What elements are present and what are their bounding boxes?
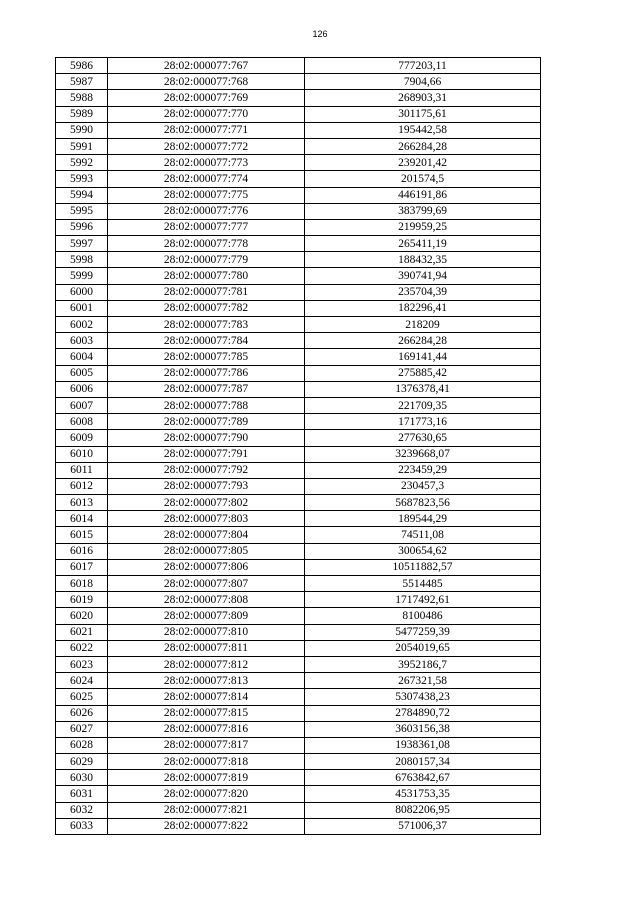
cadastral-number-cell: 28:02:000077:786 <box>108 365 305 381</box>
cadastral-value-cell: 7904,66 <box>305 74 541 90</box>
table-row <box>56 397 541 413</box>
row-number-cell: 6003 <box>56 333 108 349</box>
row-number-cell: 6012 <box>56 478 108 494</box>
table-row <box>56 576 541 592</box>
row-number-cell: 5988 <box>56 90 108 106</box>
table-row <box>56 90 541 106</box>
cadastral-value-cell: 1938361,08 <box>305 737 541 753</box>
table-row <box>56 122 541 138</box>
row-number-cell: 6013 <box>56 495 108 511</box>
row-number-cell: 6029 <box>56 754 108 770</box>
row-number-cell: 5998 <box>56 252 108 268</box>
table-row <box>56 608 541 624</box>
cadastral-value-cell: 223459,29 <box>305 462 541 478</box>
table-row <box>56 818 541 834</box>
cadastral-number-cell: 28:02:000077:767 <box>108 58 305 74</box>
table-row <box>56 74 541 90</box>
cadastral-value-cell: 189544,29 <box>305 511 541 527</box>
row-number-cell: 6020 <box>56 608 108 624</box>
row-number-cell: 5986 <box>56 58 108 74</box>
cadastral-value-cell: 446191,86 <box>305 187 541 203</box>
cadastral-value-cell: 300654,62 <box>305 543 541 559</box>
cadastral-number-cell: 28:02:000077:774 <box>108 171 305 187</box>
cadastral-value-cell: 2080157,34 <box>305 754 541 770</box>
page-number: 126 <box>312 29 328 39</box>
cadastral-number-cell: 28:02:000077:813 <box>108 673 305 689</box>
row-number-cell: 6024 <box>56 673 108 689</box>
cadastral-value-cell: 5307438,23 <box>305 689 541 705</box>
cadastral-value-cell: 171773,16 <box>305 414 541 430</box>
table-row <box>56 284 541 300</box>
table-row <box>56 138 541 154</box>
row-number-cell: 6028 <box>56 737 108 753</box>
cadastral-number-cell: 28:02:000077:793 <box>108 478 305 494</box>
table-row <box>56 705 541 721</box>
cadastral-number-cell: 28:02:000077:819 <box>108 770 305 786</box>
cadastral-value-cell: 777203,11 <box>305 58 541 74</box>
cadastral-value-cell: 3603156,38 <box>305 721 541 737</box>
cadastral-number-cell: 28:02:000077:785 <box>108 349 305 365</box>
cadastral-number-cell: 28:02:000077:784 <box>108 333 305 349</box>
row-number-cell: 6017 <box>56 559 108 575</box>
table-row <box>56 656 541 672</box>
table-row <box>56 592 541 608</box>
cadastral-number-cell: 28:02:000077:780 <box>108 268 305 284</box>
cadastral-value-cell: 277630,65 <box>305 430 541 446</box>
table-row <box>56 495 541 511</box>
row-number-cell: 6019 <box>56 592 108 608</box>
table-row <box>56 381 541 397</box>
table-row <box>56 624 541 640</box>
table-row <box>56 106 541 122</box>
cadastral-value-cell: 218209 <box>305 317 541 333</box>
table-row <box>56 219 541 235</box>
cadastral-value-cell: 188432,35 <box>305 252 541 268</box>
row-number-cell: 6010 <box>56 446 108 462</box>
cadastral-value-table <box>55 57 541 835</box>
cadastral-value-cell: 3239668,07 <box>305 446 541 462</box>
row-number-cell: 6026 <box>56 705 108 721</box>
table-row <box>56 155 541 171</box>
cadastral-value-cell: 8100486 <box>305 608 541 624</box>
cadastral-number-cell: 28:02:000077:821 <box>108 802 305 818</box>
cadastral-value-cell: 5477259,39 <box>305 624 541 640</box>
table-row <box>56 527 541 543</box>
table-row <box>56 478 541 494</box>
table-row <box>56 786 541 802</box>
table-row <box>56 737 541 753</box>
cadastral-value-cell: 221709,35 <box>305 397 541 413</box>
cadastral-value-cell: 74511,08 <box>305 527 541 543</box>
table-row <box>56 300 541 316</box>
cadastral-value-cell: 230457,3 <box>305 478 541 494</box>
cadastral-number-cell: 28:02:000077:820 <box>108 786 305 802</box>
row-number-cell: 6000 <box>56 284 108 300</box>
row-number-cell: 5987 <box>56 74 108 90</box>
cadastral-value-cell: 390741,94 <box>305 268 541 284</box>
table-row <box>56 236 541 252</box>
cadastral-number-cell: 28:02:000077:773 <box>108 155 305 171</box>
cadastral-value-cell: 4531753,35 <box>305 786 541 802</box>
table-row <box>56 203 541 219</box>
table-row <box>56 640 541 656</box>
row-number-cell: 6014 <box>56 511 108 527</box>
table-row <box>56 673 541 689</box>
table-row <box>56 171 541 187</box>
row-number-cell: 6004 <box>56 349 108 365</box>
row-number-cell: 5995 <box>56 203 108 219</box>
cadastral-number-cell: 28:02:000077:778 <box>108 236 305 252</box>
table-row <box>56 511 541 527</box>
cadastral-number-cell: 28:02:000077:802 <box>108 495 305 511</box>
table-row <box>56 333 541 349</box>
table-row <box>56 187 541 203</box>
table-row <box>56 721 541 737</box>
row-number-cell: 5994 <box>56 187 108 203</box>
table-row <box>56 58 541 74</box>
cadastral-number-cell: 28:02:000077:822 <box>108 818 305 834</box>
table-row <box>56 317 541 333</box>
table-row <box>56 559 541 575</box>
table-row <box>56 349 541 365</box>
row-number-cell: 6015 <box>56 527 108 543</box>
cadastral-number-cell: 28:02:000077:790 <box>108 430 305 446</box>
cadastral-number-cell: 28:02:000077:807 <box>108 576 305 592</box>
row-number-cell: 6022 <box>56 640 108 656</box>
cadastral-value-cell: 5687823,56 <box>305 495 541 511</box>
cadastral-value-cell: 2784890,72 <box>305 705 541 721</box>
cadastral-value-cell: 571006,37 <box>305 818 541 834</box>
row-number-cell: 6016 <box>56 543 108 559</box>
cadastral-number-cell: 28:02:000077:808 <box>108 592 305 608</box>
cadastral-number-cell: 28:02:000077:818 <box>108 754 305 770</box>
cadastral-number-cell: 28:02:000077:811 <box>108 640 305 656</box>
table-row <box>56 268 541 284</box>
row-number-cell: 6002 <box>56 317 108 333</box>
cadastral-number-cell: 28:02:000077:805 <box>108 543 305 559</box>
cadastral-value-cell: 8082206,95 <box>305 802 541 818</box>
row-number-cell: 6021 <box>56 624 108 640</box>
table-row <box>56 446 541 462</box>
cadastral-number-cell: 28:02:000077:777 <box>108 219 305 235</box>
row-number-cell: 5993 <box>56 171 108 187</box>
cadastral-number-cell: 28:02:000077:791 <box>108 446 305 462</box>
cadastral-value-cell: 201574,5 <box>305 171 541 187</box>
row-number-cell: 6025 <box>56 689 108 705</box>
cadastral-value-cell: 3952186,7 <box>305 656 541 672</box>
table-row <box>56 365 541 381</box>
cadastral-number-cell: 28:02:000077:804 <box>108 527 305 543</box>
cadastral-number-cell: 28:02:000077:817 <box>108 737 305 753</box>
cadastral-number-cell: 28:02:000077:768 <box>108 74 305 90</box>
row-number-cell: 5997 <box>56 236 108 252</box>
row-number-cell: 6007 <box>56 397 108 413</box>
row-number-cell: 6005 <box>56 365 108 381</box>
cadastral-value-cell: 275885,42 <box>305 365 541 381</box>
cadastral-number-cell: 28:02:000077:771 <box>108 122 305 138</box>
row-number-cell: 6018 <box>56 576 108 592</box>
cadastral-value-cell: 1717492,61 <box>305 592 541 608</box>
row-number-cell: 6031 <box>56 786 108 802</box>
cadastral-number-cell: 28:02:000077:792 <box>108 462 305 478</box>
row-number-cell: 6009 <box>56 430 108 446</box>
row-number-cell: 5999 <box>56 268 108 284</box>
row-number-cell: 6032 <box>56 802 108 818</box>
table-row <box>56 414 541 430</box>
table-row <box>56 802 541 818</box>
table-row <box>56 462 541 478</box>
row-number-cell: 6011 <box>56 462 108 478</box>
cadastral-number-cell: 28:02:000077:781 <box>108 284 305 300</box>
cadastral-value-cell: 10511882,57 <box>305 559 541 575</box>
cadastral-number-cell: 28:02:000077:788 <box>108 397 305 413</box>
cadastral-value-cell: 182296,41 <box>305 300 541 316</box>
cadastral-number-cell: 28:02:000077:769 <box>108 90 305 106</box>
table-row <box>56 252 541 268</box>
cadastral-value-cell: 266284,28 <box>305 333 541 349</box>
cadastral-number-cell: 28:02:000077:815 <box>108 705 305 721</box>
cadastral-number-cell: 28:02:000077:782 <box>108 300 305 316</box>
row-number-cell: 6027 <box>56 721 108 737</box>
cadastral-number-cell: 28:02:000077:789 <box>108 414 305 430</box>
cadastral-value-cell: 6763842,67 <box>305 770 541 786</box>
row-number-cell: 6001 <box>56 300 108 316</box>
cadastral-number-cell: 28:02:000077:776 <box>108 203 305 219</box>
table-row <box>56 543 541 559</box>
cadastral-value-cell: 2054019,65 <box>305 640 541 656</box>
cadastral-value-cell: 267321,58 <box>305 673 541 689</box>
table-row <box>56 770 541 786</box>
cadastral-number-cell: 28:02:000077:810 <box>108 624 305 640</box>
cadastral-number-cell: 28:02:000077:783 <box>108 317 305 333</box>
table-row <box>56 430 541 446</box>
row-number-cell: 5996 <box>56 219 108 235</box>
cadastral-value-cell: 195442,58 <box>305 122 541 138</box>
cadastral-value-cell: 383799,69 <box>305 203 541 219</box>
cadastral-number-cell: 28:02:000077:814 <box>108 689 305 705</box>
cadastral-value-cell: 169141,44 <box>305 349 541 365</box>
cadastral-value-cell: 239201,42 <box>305 155 541 171</box>
row-number-cell: 5990 <box>56 122 108 138</box>
row-number-cell: 6008 <box>56 414 108 430</box>
row-number-cell: 5992 <box>56 155 108 171</box>
cadastral-number-cell: 28:02:000077:775 <box>108 187 305 203</box>
cadastral-number-cell: 28:02:000077:770 <box>108 106 305 122</box>
cadastral-number-cell: 28:02:000077:779 <box>108 252 305 268</box>
row-number-cell: 6030 <box>56 770 108 786</box>
table-row <box>56 689 541 705</box>
cadastral-value-cell: 235704,39 <box>305 284 541 300</box>
cadastral-number-cell: 28:02:000077:816 <box>108 721 305 737</box>
cadastral-value-cell: 268903,31 <box>305 90 541 106</box>
cadastral-number-cell: 28:02:000077:812 <box>108 656 305 672</box>
cadastral-value-cell: 5514485 <box>305 576 541 592</box>
cadastral-number-cell: 28:02:000077:787 <box>108 381 305 397</box>
cadastral-number-cell: 28:02:000077:772 <box>108 138 305 154</box>
cadastral-number-cell: 28:02:000077:809 <box>108 608 305 624</box>
cadastral-value-cell: 265411,19 <box>305 236 541 252</box>
cadastral-value-cell: 301175,61 <box>305 106 541 122</box>
cadastral-value-cell: 219959,25 <box>305 219 541 235</box>
row-number-cell: 5991 <box>56 138 108 154</box>
cadastral-value-cell: 266284,28 <box>305 138 541 154</box>
cadastral-value-cell: 1376378,41 <box>305 381 541 397</box>
row-number-cell: 6023 <box>56 656 108 672</box>
row-number-cell: 5989 <box>56 106 108 122</box>
table-row <box>56 754 541 770</box>
table-body <box>56 58 541 835</box>
row-number-cell: 6006 <box>56 381 108 397</box>
cadastral-number-cell: 28:02:000077:806 <box>108 559 305 575</box>
cadastral-number-cell: 28:02:000077:803 <box>108 511 305 527</box>
row-number-cell: 6033 <box>56 818 108 834</box>
